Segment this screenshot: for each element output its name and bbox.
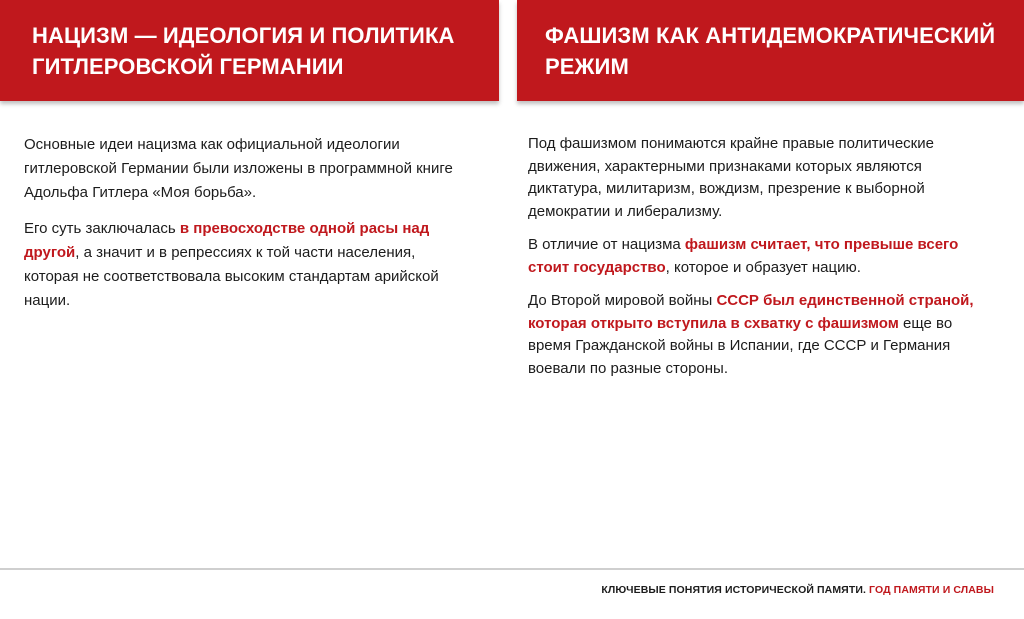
left-column [24, 133, 474, 325]
right-column [528, 133, 988, 391]
left-paragraph-1: Основные идеи нацизма как официальной идеологии гитлеровской Германии были изложены в программной книге Адольфа Гитлера «Моя борьба». [24, 136, 453, 201]
left-paragraph-2 [24, 217, 474, 313]
right-paragraph-2 [528, 234, 988, 279]
left-header-banner [0, 0, 499, 101]
footer-divider [0, 568, 1024, 570]
right-p2-start: В отличие от нацизма [528, 236, 685, 253]
left-p2-start: Его суть заключалась [24, 220, 180, 237]
right-paragraph-3 [528, 290, 988, 380]
left-p2-end: , а значит и в репрессиях к той части населения, которая не соответствовала высоким стандартам арийской нации. [24, 244, 439, 309]
right-paragraph-1: Под фашизмом понимаются крайне правые политические движения, характерными признаками которых являются диктатура, милитаризм, вождизм, презрение к выборной демократии и либерализму. [528, 135, 934, 220]
right-title: ФАШИЗМ КАК АНТИДЕМОКРАТИЧЕСКИЙ РЕЖИМ [545, 22, 996, 79]
right-p2-highlight: фашизм считает, что превыше всего стоит государство [528, 236, 959, 276]
left-p2-highlight: в превосходстве одной расы над другой [24, 220, 430, 261]
footer-text: КЛЮЧЕВЫЕ ПОНЯТИЯ ИСТОРИЧЕСКОЙ ПАМЯТИ. [601, 584, 867, 596]
footer [601, 584, 994, 596]
right-p3-highlight: СССР был единственной страной, которая открыто вступила в схватку с фашизмом [528, 292, 974, 332]
right-p2-end: , которое и образует нацию. [665, 258, 861, 276]
right-p3-end: еще во время Гражданской войны в Испании, где СССР и Германия воевали по разные стороны. [528, 314, 953, 377]
right-p3-start: До Второй мировой войны [528, 292, 717, 309]
footer-accent: ГОД ПАМЯТИ И СЛАВЫ [869, 584, 994, 596]
left-title: НАЦИЗМ — ИДЕОЛОГИЯ И ПОЛИТИКА ГИТЛЕРОВСКОЙ ГЕРМАНИИ [32, 22, 455, 79]
right-header-banner [517, 0, 1024, 101]
